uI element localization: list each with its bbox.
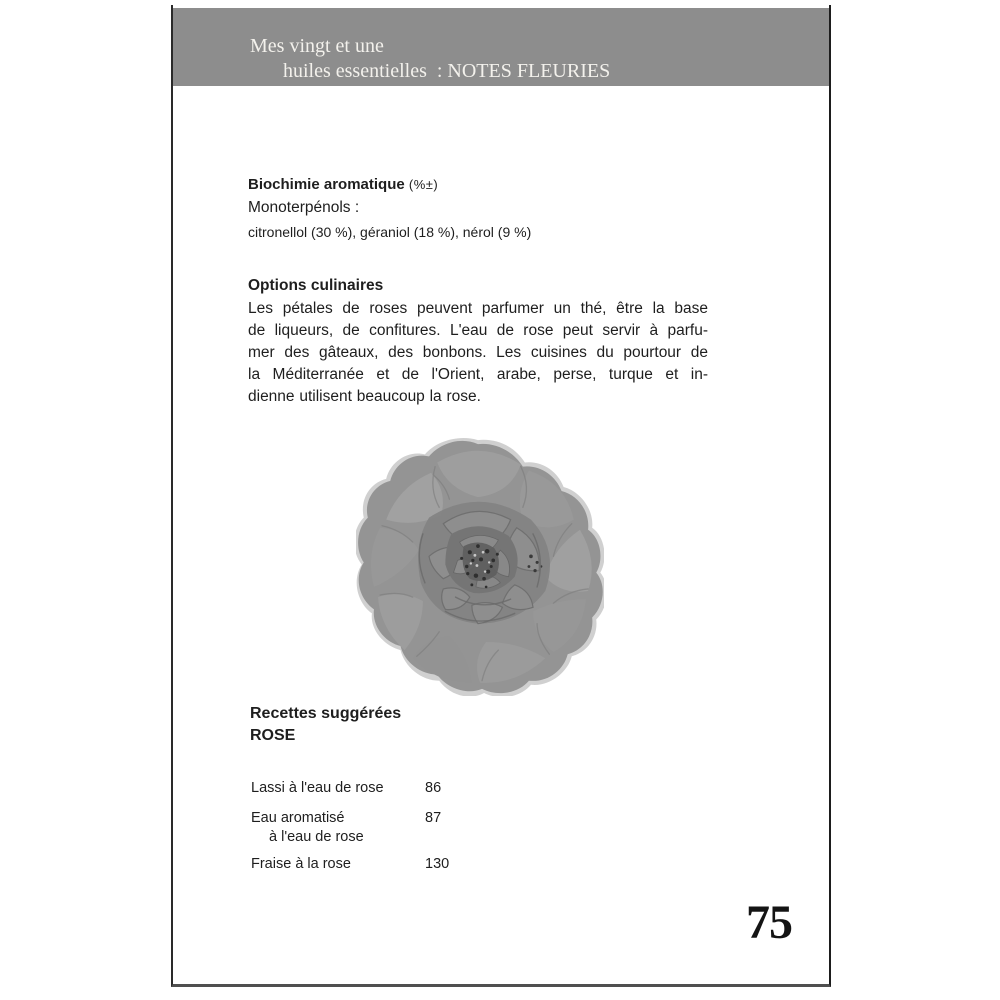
paragraph-line: de liqueurs, de confitures. L'eau de rose peut servir à parfu-	[248, 322, 708, 339]
paragraph-line: dienne utilisent beaucoup la rose.	[248, 388, 481, 405]
recipe-page-number: 86	[425, 780, 442, 796]
page-number: 75	[746, 896, 792, 949]
recipe-page-number: 130	[425, 856, 450, 872]
biochimie-heading-text: Biochimie aromatique	[248, 176, 405, 193]
recipe-row	[251, 855, 501, 874]
biochimie-heading-note: (%±)	[408, 177, 439, 192]
recipe-title	[251, 855, 425, 874]
recipe-row	[251, 779, 501, 798]
paragraph-line: mer des gâteaux, des bonbons. Les cuisines du pourtour de	[248, 344, 708, 361]
biochimie-heading	[248, 176, 438, 193]
recipe-title-line1: Eau aromatisé	[251, 810, 345, 826]
header-band	[173, 8, 829, 86]
recipe-row	[251, 809, 501, 847]
book-title-line2: huiles essentielles : NOTES FLEURIES	[283, 60, 611, 82]
recipe-title-line1: Lassi à l'eau de rose	[251, 780, 384, 796]
recipes-heading-line1: Recettes suggérées	[250, 705, 402, 722]
recipe-page-number: 87	[425, 810, 442, 826]
recipe-title	[251, 779, 425, 798]
book-title-line1: Mes vingt et une	[250, 35, 384, 57]
culinary-paragraph	[248, 298, 708, 408]
paragraph-line: la Méditerranée et de l'Orient, arabe, perse, turque et in-	[248, 366, 708, 383]
composition-line: citronellol (30 %), géraniol (18 %), nérol (9 %)	[248, 224, 532, 240]
recipe-title-line1: Fraise à la rose	[251, 856, 351, 872]
rose-photo	[356, 436, 604, 696]
monoterpenols-label: Monoterpénols :	[248, 199, 360, 216]
recipe-title-line2: à l'eau de rose	[269, 829, 364, 845]
recipes-heading	[250, 703, 401, 747]
rose-illustration	[356, 436, 604, 696]
culinary-heading: Options culinaires	[248, 277, 384, 294]
recipe-title	[251, 809, 425, 847]
recipes-heading-line2: ROSE	[250, 727, 296, 744]
paragraph-line: Les pétales de roses peuvent parfumer un thé, être la base	[248, 300, 708, 317]
